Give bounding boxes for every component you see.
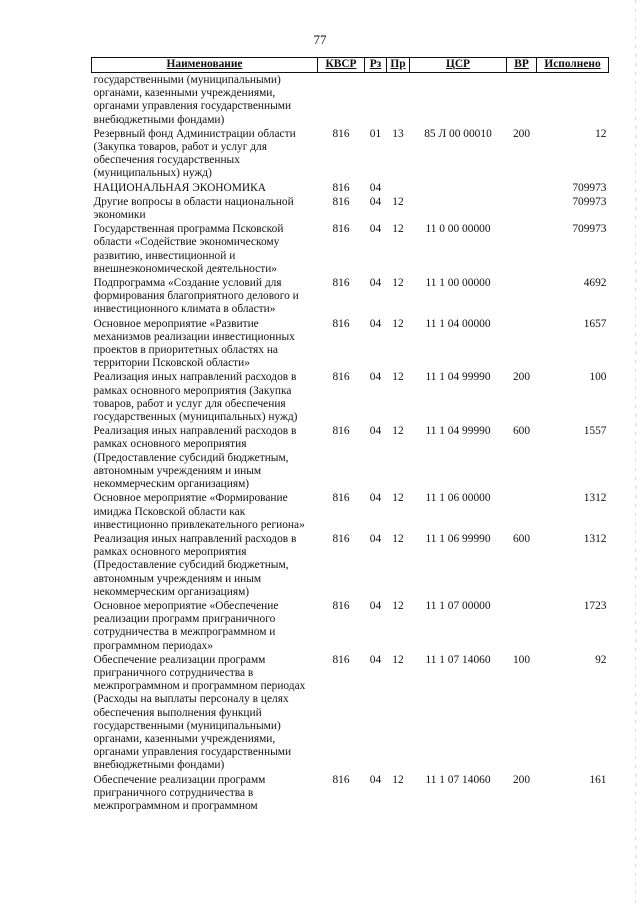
table-body xyxy=(92,73,609,814)
row-csr: 11 1 04 00000 xyxy=(425,317,491,330)
row-executed: 1312 xyxy=(583,532,607,545)
row-pr: 13 xyxy=(392,127,404,140)
table-row xyxy=(92,195,609,222)
row-name: Подпрограмма «Создание условий для формирования благоприятного делового и инвестиционного климата в области» xyxy=(93,277,299,316)
row-name: Основное мероприятие «Обеспечение реализации программ приграничного сотрудничества в межпрограммном и программном периодах» xyxy=(93,599,279,652)
row-vr: 100 xyxy=(512,653,531,666)
row-kvsr: 816 xyxy=(332,181,350,194)
table-row xyxy=(92,317,609,371)
row-name: НАЦИОНАЛЬНАЯ ЭКОНОМИКА xyxy=(93,181,266,194)
row-rz: 01 xyxy=(369,127,382,140)
row-rz: 04 xyxy=(369,223,382,236)
row-pr: 12 xyxy=(392,425,404,438)
row-executed: 1557 xyxy=(583,425,607,438)
row-rz: 04 xyxy=(369,195,382,208)
row-name: государственными (муниципальными) органами, казенными учреждениями, органами управления государственными внебюджетными фондами) xyxy=(93,74,292,126)
row-vr: 200 xyxy=(512,773,531,786)
row-rz: 04 xyxy=(369,277,382,290)
row-csr xyxy=(410,73,507,127)
row-vr: 200 xyxy=(512,127,531,140)
table-row xyxy=(92,599,609,653)
row-rz: 04 xyxy=(369,773,382,786)
row-kvsr: 816 xyxy=(332,773,350,786)
row-executed xyxy=(537,73,609,127)
row-kvsr: 816 xyxy=(332,277,350,290)
row-vr: 200 xyxy=(512,371,531,384)
row-kvsr: 816 xyxy=(332,653,350,666)
row-name: Резервный фонд Администрации области (Закупка товаров, работ и услуг для обеспечения государственных (муниципальных) нужд) xyxy=(93,127,296,180)
row-csr: 11 1 06 99990 xyxy=(425,532,491,545)
table-row xyxy=(92,773,609,814)
row-vr xyxy=(507,276,537,317)
row-pr: 12 xyxy=(392,532,404,545)
row-name: Обеспечение реализации программ приграничного сотрудничества в межпрограммном и программном периодах (Расходы на выплаты персоналу в целях обеспечения выполнения функций государственными (муниципальными) органами, казенными учреждениями, органами управления государственными внебюджетными фондами) xyxy=(93,653,306,772)
row-csr: 11 1 06 00000 xyxy=(425,492,491,505)
row-name: Другие вопросы в области национальной экономики xyxy=(93,195,294,222)
row-pr: 12 xyxy=(392,773,404,786)
row-csr: 11 1 04 99990 xyxy=(425,371,491,384)
row-pr: 12 xyxy=(392,371,404,384)
row-rz: 04 xyxy=(369,181,382,194)
row-vr xyxy=(507,599,537,653)
table-header xyxy=(92,58,609,73)
row-kvsr xyxy=(318,73,365,127)
table-row xyxy=(92,491,609,532)
row-kvsr: 816 xyxy=(332,599,350,612)
row-executed: 709973 xyxy=(572,181,607,194)
table-row xyxy=(92,276,609,317)
row-vr: 600 xyxy=(512,425,531,438)
budget-table xyxy=(91,57,609,813)
header-kvsr: КВСР xyxy=(318,58,365,73)
row-executed: 1312 xyxy=(583,492,607,505)
row-name: Обеспечение реализации программ приграничного сотрудничества в межпрограммном и программном xyxy=(93,773,266,812)
row-vr xyxy=(507,222,537,276)
row-kvsr: 816 xyxy=(332,317,350,330)
header-vr: ВР xyxy=(507,58,537,73)
row-name: Государственная программа Псковской области «Содействие экономическому развитию, инвестиционной и внешнеэкономической деятельности» xyxy=(93,223,284,275)
row-kvsr: 816 xyxy=(332,127,350,140)
row-csr: 11 1 07 14060 xyxy=(425,653,491,666)
row-rz xyxy=(365,73,387,127)
row-kvsr: 816 xyxy=(332,425,350,438)
header-rz: Рз xyxy=(365,58,387,73)
row-pr: 12 xyxy=(392,599,404,612)
row-pr: 12 xyxy=(392,195,404,208)
row-csr: 11 1 07 14060 xyxy=(425,773,491,786)
row-pr xyxy=(387,181,410,195)
scan-edge-mark xyxy=(635,0,636,905)
row-csr: 85 Л 00 00010 xyxy=(424,127,492,140)
row-pr: 12 xyxy=(392,277,404,290)
row-pr: 12 xyxy=(392,653,404,666)
row-executed: 92 xyxy=(595,653,607,666)
header-executed: Исполнено xyxy=(537,58,609,73)
table-row xyxy=(92,653,609,773)
row-pr: 12 xyxy=(392,317,404,330)
row-kvsr: 816 xyxy=(332,371,350,384)
row-kvsr: 816 xyxy=(332,195,350,208)
table-row xyxy=(92,532,609,599)
row-executed: 1723 xyxy=(583,599,607,612)
row-csr: 11 1 00 00000 xyxy=(425,277,491,290)
row-vr xyxy=(507,181,537,195)
page-number: 77 xyxy=(313,32,327,47)
row-csr: 11 1 04 99990 xyxy=(425,425,491,438)
row-executed: 709973 xyxy=(572,195,607,208)
row-csr xyxy=(410,195,507,222)
row-csr xyxy=(410,181,507,195)
row-rz: 04 xyxy=(369,425,382,438)
table-row xyxy=(92,181,609,195)
row-vr xyxy=(507,317,537,371)
row-rz: 04 xyxy=(369,532,382,545)
row-vr xyxy=(507,73,537,127)
row-name: Основное мероприятие «Развитие механизмов реализации инвестиционных проектов в приоритетных областях на территории Псковской области» xyxy=(93,317,295,370)
row-vr: 600 xyxy=(512,532,531,545)
row-pr: 12 xyxy=(392,492,404,505)
table-row xyxy=(92,424,609,491)
row-vr xyxy=(507,195,537,222)
row-executed: 4692 xyxy=(583,277,607,290)
row-rz: 04 xyxy=(369,653,382,666)
row-executed: 709973 xyxy=(572,223,607,236)
header-pr: Пр xyxy=(387,58,410,73)
row-executed: 12 xyxy=(595,127,607,140)
header-name: Наименование xyxy=(92,58,318,73)
row-executed: 161 xyxy=(589,773,607,786)
row-csr: 11 1 07 00000 xyxy=(425,599,491,612)
row-name: Реализация иных направлений расходов в рамках основного мероприятия (Предоставление субсидий бюджетным, автономным учреждениям и иным некоммерческим организациям) xyxy=(93,532,297,598)
row-csr: 11 0 00 00000 xyxy=(425,223,491,236)
table-row xyxy=(92,370,609,424)
header-csr: ЦСР xyxy=(410,58,507,73)
row-name: Реализация иных направлений расходов в рамках основного мероприятия (Предоставление субсидий бюджетным, автономным учреждениям и иным некоммерческим организациям) xyxy=(93,425,297,491)
row-name: Основное мероприятие «Формирование имиджа Псковской области как инвестиционно привлекательного региона» xyxy=(93,492,305,531)
table-row xyxy=(92,127,609,181)
row-rz: 04 xyxy=(369,599,382,612)
row-pr xyxy=(387,73,410,127)
row-kvsr: 816 xyxy=(332,532,350,545)
row-vr xyxy=(507,491,537,532)
row-kvsr: 816 xyxy=(332,492,350,505)
row-pr: 12 xyxy=(392,223,404,236)
table-row xyxy=(92,222,609,276)
row-executed: 100 xyxy=(589,371,607,384)
row-rz: 04 xyxy=(369,492,382,505)
table-row xyxy=(92,73,609,127)
row-executed: 1657 xyxy=(583,317,607,330)
row-kvsr: 816 xyxy=(332,223,350,236)
row-rz: 04 xyxy=(369,371,382,384)
row-name: Реализация иных направлений расходов в рамках основного мероприятия (Закупка товаров, работ и услуг для обеспечения государственных (муниципальных) нужд) xyxy=(93,371,298,424)
row-rz: 04 xyxy=(369,317,382,330)
